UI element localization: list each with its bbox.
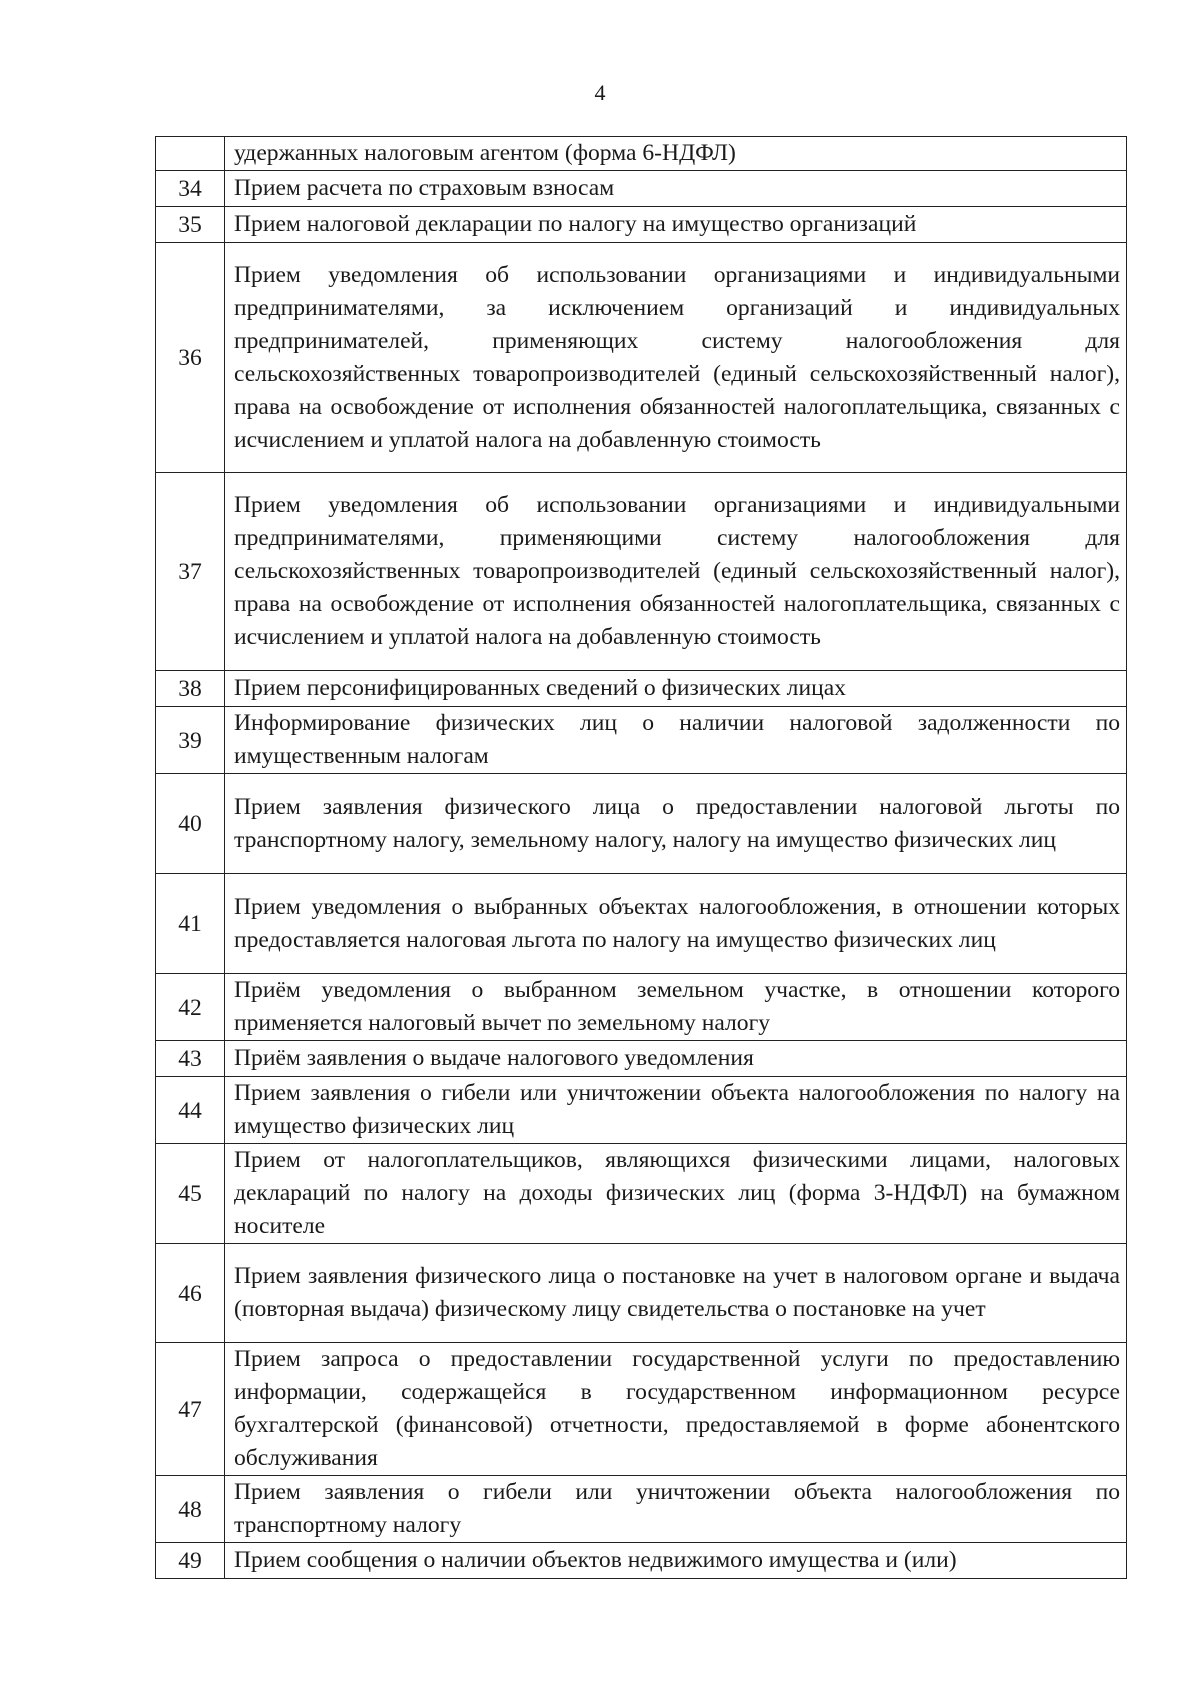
row-number: 47 (156, 1343, 225, 1476)
row-number: 39 (156, 707, 225, 774)
row-description: Приём заявления о выдаче налогового уведомления (225, 1041, 1127, 1077)
row-description: Прием сообщения о наличии объектов недвижимого имущества и (или) (225, 1543, 1127, 1579)
table-row (156, 707, 1127, 774)
row-description: Прием заявления о гибели или уничтожении объекта налогообложения по транспортному налогу (225, 1476, 1127, 1543)
row-description: удержанных налоговым агентом (форма 6-НДФЛ) (225, 137, 1127, 171)
row-number: 43 (156, 1041, 225, 1077)
table-row (156, 1476, 1127, 1543)
row-description: Прием персонифицированных сведений о физических лицах (225, 671, 1127, 707)
row-description: Прием расчета по страховым взносам (225, 171, 1127, 207)
row-description: Прием от налогоплательщиков, являющихся физическими лицами, налоговых деклараций по налогу на доходы физических лиц (форма 3-НДФЛ) на бумажном носителе (225, 1144, 1127, 1244)
row-description: Прием заявления физического лица о предоставлении налоговой льготы по транспортному налогу, земельному налогу, налогу на имущество физических лиц (225, 774, 1127, 874)
services-table (155, 136, 1127, 1579)
row-description: Прием заявления физического лица о постановке на учет в налоговом органе и выдача (повторная выдача) физическому лицу свидетельства о постановке на учет (225, 1244, 1127, 1343)
table-row (156, 874, 1127, 974)
row-number: 44 (156, 1077, 225, 1144)
row-number: 46 (156, 1244, 225, 1343)
row-number: 37 (156, 473, 225, 671)
row-description: Прием налоговой декларации по налогу на имущество организаций (225, 207, 1127, 243)
row-number: 49 (156, 1543, 225, 1579)
row-description: Прием уведомления об использовании организациями и индивидуальными предпринимателями, за исключением организаций и индивидуальных предпринимателей, применяющих систему налогообложения для сельскохозяйственных товаропроизводителей (единый сельскохозяйственный налог), права на освобождение от исполнения обязанностей налогоплательщика, связанных с исчислением и уплатой налога на добавленную стоимость (225, 243, 1127, 473)
row-number: 38 (156, 671, 225, 707)
page-number: 4 (594, 80, 606, 105)
table-row (156, 774, 1127, 874)
row-description: Прием уведомления о выбранных объектах налогообложения, в отношении которых предоставляется налоговая льгота по налогу на имущество физических лиц (225, 874, 1127, 974)
row-number: 42 (156, 974, 225, 1041)
row-number: 35 (156, 207, 225, 243)
row-number: 34 (156, 171, 225, 207)
table-row (156, 1244, 1127, 1343)
row-description: Информирование физических лиц о наличии налоговой задолженности по имущественным налогам (225, 707, 1127, 774)
row-number: 40 (156, 774, 225, 874)
table-row (156, 171, 1127, 207)
row-number: 41 (156, 874, 225, 974)
table-row (156, 137, 1127, 171)
table-row (156, 243, 1127, 473)
table-row (156, 473, 1127, 671)
row-number: 48 (156, 1476, 225, 1543)
table-row (156, 974, 1127, 1041)
table-row (156, 1343, 1127, 1476)
table-row (156, 671, 1127, 707)
table-row (156, 1543, 1127, 1579)
row-number: 36 (156, 243, 225, 473)
row-description: Прием уведомления об использовании организациями и индивидуальными предпринимателями, применяющими систему налогообложения для сельскохозяйственных товаропроизводителей (единый сельскохозяйственный налог), права на освобождение от исполнения обязанностей налогоплательщика, связанных с исчислением и уплатой налога на добавленную стоимость (225, 473, 1127, 671)
row-description: Прием запроса о предоставлении государственной услуги по предоставлению информации, содержащейся в государственном информационном ресурсе бухгалтерской (финансовой) отчетности, предоставляемой в форме абонентского обслуживания (225, 1343, 1127, 1476)
table-row (156, 1077, 1127, 1144)
row-description: Приём уведомления о выбранном земельном участке, в отношении которого применяется налоговый вычет по земельному налогу (225, 974, 1127, 1041)
table-row (156, 207, 1127, 243)
row-description: Прием заявления о гибели или уничтожении объекта налогообложения по налогу на имущество физических лиц (225, 1077, 1127, 1144)
row-number (156, 137, 225, 171)
row-number: 45 (156, 1144, 225, 1244)
table-row (156, 1041, 1127, 1077)
table-row (156, 1144, 1127, 1244)
